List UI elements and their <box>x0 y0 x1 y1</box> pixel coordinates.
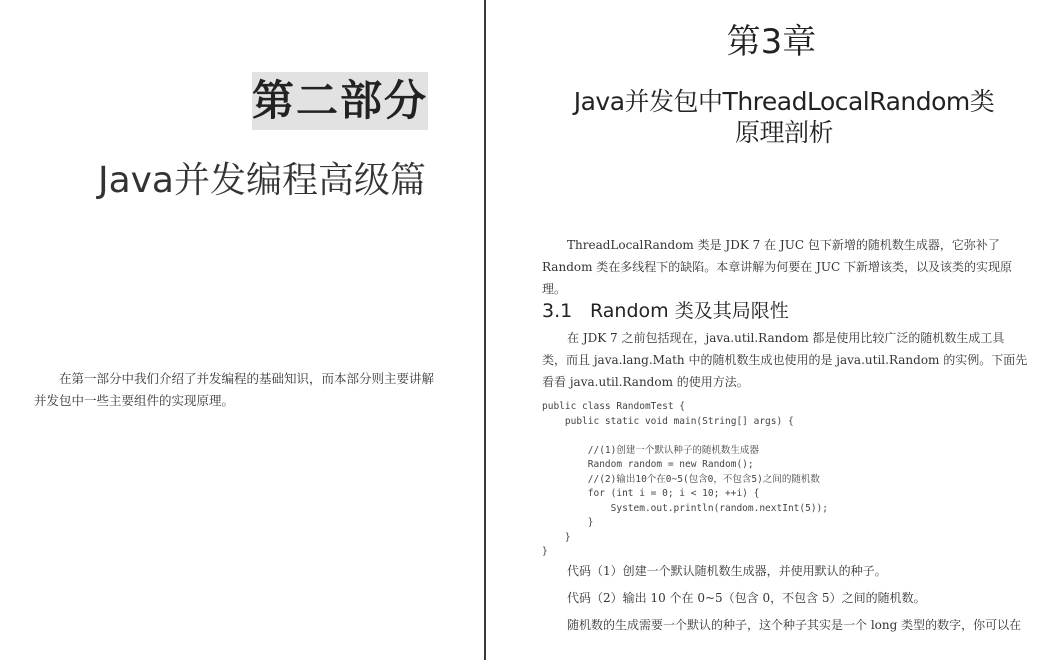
section-number: 3.1 <box>542 300 573 322</box>
section-title: Random 类及其局限性 <box>590 300 789 322</box>
code-line: } <box>542 531 571 543</box>
code-line: } <box>542 546 548 557</box>
chapter-title <box>486 86 1057 148</box>
code-line: } <box>542 517 594 528</box>
part-subtitle: Java并发编程高级篇 <box>97 160 426 201</box>
section-heading <box>542 296 789 323</box>
left-page <box>0 0 484 660</box>
right-page <box>486 0 1057 660</box>
code-line: //(1)创建一个默认种子的随机数生成器 <box>542 444 759 456</box>
part-intro-paragraph: 在第一部分中我们介绍了并发编程的基础知识，而本部分则主要讲解并发包中一些主要组件的实现原理。 <box>34 371 435 408</box>
code-note-1: 代码（1）创建一个默认随机数生成器，并使用默认的种子。 <box>567 564 887 578</box>
chapter-number: 第3章 <box>726 22 817 62</box>
code-line <box>542 429 828 444</box>
code-line: public static void main(String[] args) { <box>542 415 794 427</box>
code-line: System.out.println(random.nextInt(5)); <box>542 502 828 514</box>
code-line: public class RandomTest { <box>542 401 685 412</box>
code-line: Random random = new Random(); <box>542 459 754 470</box>
code-line: for (int i = 0; i < 10; ++i) { <box>542 488 760 499</box>
section-paragraph: 在 JDK 7 之前包括现在，java.util.Random 都是使用比较广泛的随机数生成工具类，而且 java.lang.Math 中的随机数生成也使用的是 java.util.Random 的实例。下面先看看 java.util.Random 的使用方法。 <box>542 331 1028 389</box>
code-line: //(2)输出10个在0~5(包含0，不包含5)之间的随机数 <box>542 473 820 485</box>
chapter-title-line2: 原理剖析 <box>734 118 833 147</box>
chapter-intro-paragraph: ThreadLocalRandom 类是 JDK 7 在 JUC 包下新增的随机数生成器，它弥补了 Random 类在多线程下的缺陷。本章讲解为何要在 JUC 下新增该类，以及该类的实现原理。 <box>542 238 1013 296</box>
code-note-2: 代码（2）输出 10 个在 0~5（包含 0，不包含 5）之间的随机数。 <box>567 591 926 605</box>
code-block <box>542 400 828 560</box>
part-title: 第二部分 <box>252 72 428 130</box>
code-note-3: 随机数的生成需要一个默认的种子，这个种子其实是一个 long 类型的数字，你可以在 <box>567 618 1022 632</box>
chapter-title-line1: Java并发包中ThreadLocalRandom类 <box>573 87 995 116</box>
